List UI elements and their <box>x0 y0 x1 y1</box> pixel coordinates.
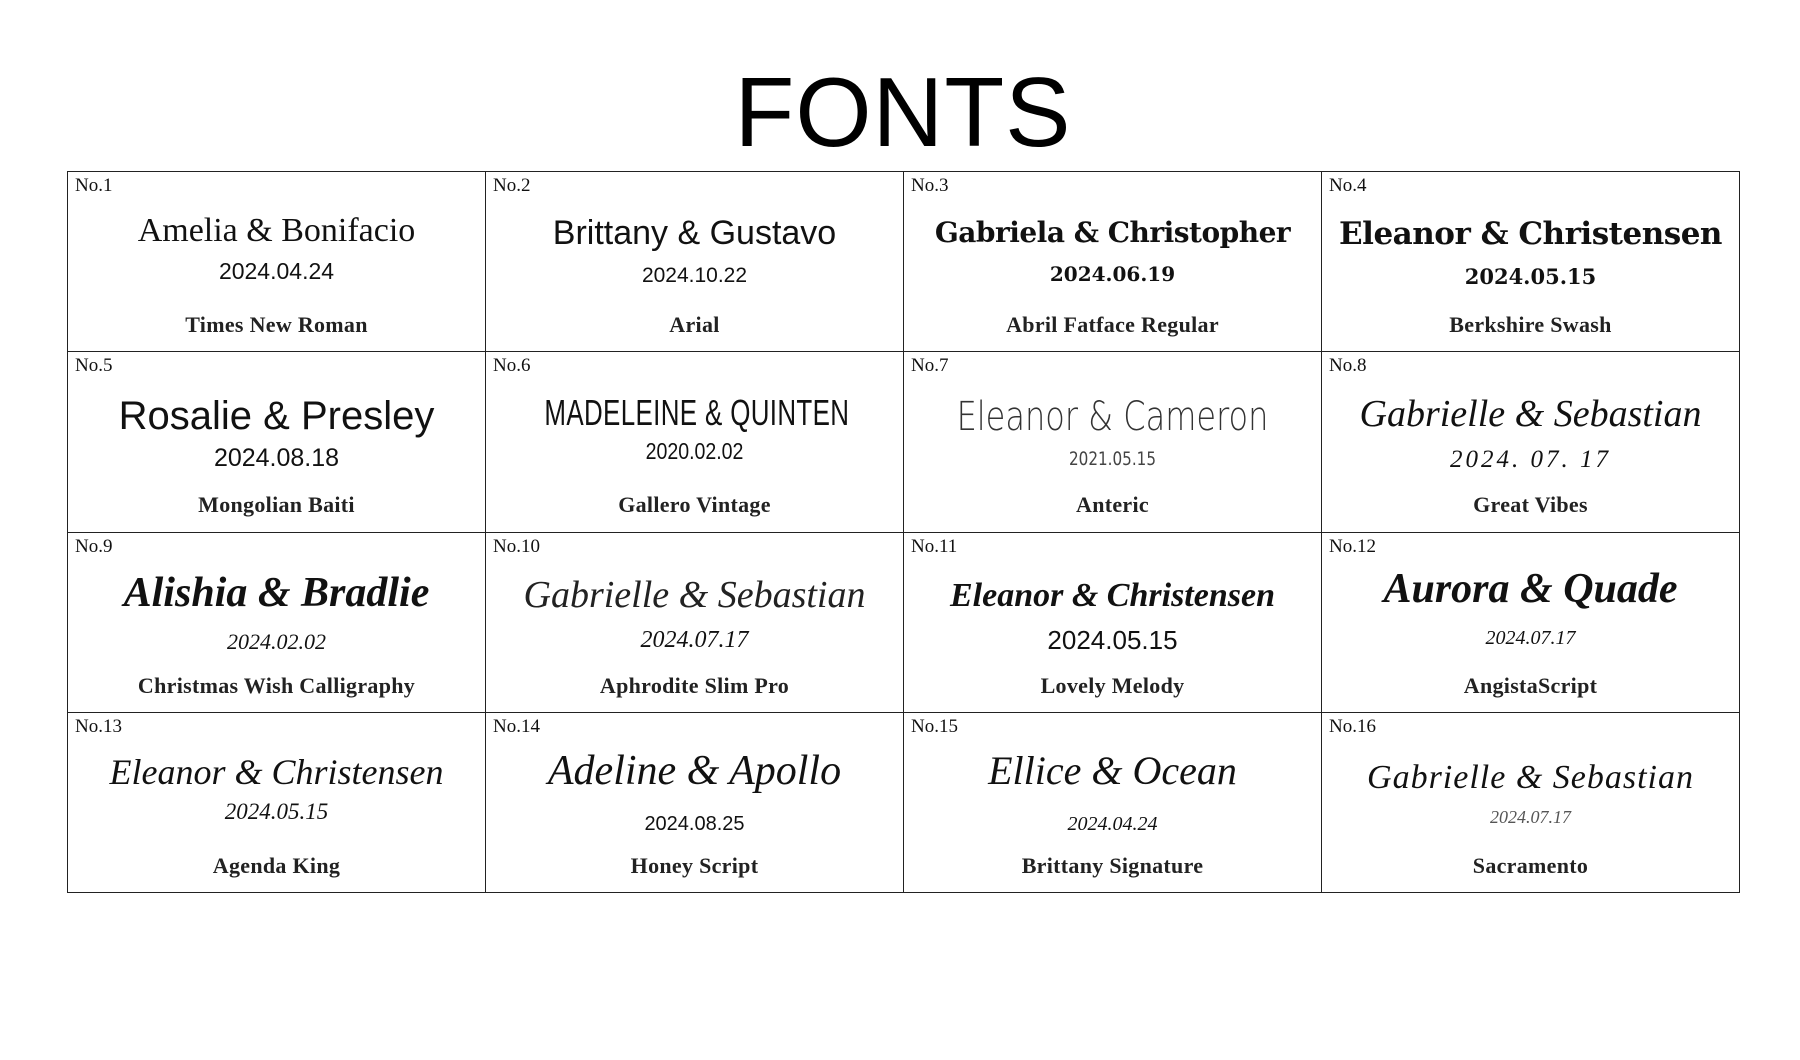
font-name-label: Mongolian Baiti <box>198 492 355 518</box>
sample-number: No.10 <box>493 535 540 557</box>
sample-couple-names: Brittany & Gustavo <box>552 214 837 252</box>
sample-date: 2024.04.24 <box>218 258 335 284</box>
sample-date: 2024.07.17 <box>1490 806 1571 827</box>
font-sample-cell <box>904 713 1322 893</box>
sample-date: 2024.05.15 <box>1047 624 1178 655</box>
font-sample-cell <box>68 713 486 893</box>
font-sample-cell <box>68 352 486 532</box>
sample-couple-names: Gabriela & Christopher <box>934 216 1291 249</box>
font-sample-cell <box>1322 533 1740 713</box>
font-name-label: Aphrodite Slim Pro <box>599 672 790 698</box>
font-sample-cell <box>68 172 486 352</box>
font-name-label: Abril Fatface Regular <box>1006 312 1219 337</box>
font-sample-cell <box>68 533 486 713</box>
font-sample-cell <box>904 352 1322 532</box>
sample-number: No.15 <box>911 715 958 737</box>
sample-number: No.12 <box>1329 535 1376 557</box>
font-sample-grid <box>67 171 1740 893</box>
font-sample-cell <box>1322 713 1740 893</box>
font-name-label: Gallero Vintage <box>618 492 771 518</box>
sample-date: 2021.05.15 <box>1068 448 1157 471</box>
sample-couple-names: Aurora & Quade <box>1383 565 1678 612</box>
font-sample-cell <box>486 533 904 713</box>
sample-couple-names: Alishia & Bradlie <box>123 569 430 616</box>
font-sample-cell <box>1322 172 1740 352</box>
font-name-label: Anteric <box>1076 492 1149 518</box>
sample-number: No.7 <box>911 355 949 377</box>
page-title: FONTS <box>734 57 1072 167</box>
sample-couple-names: Eleanor & Christensen <box>1339 216 1722 252</box>
sample-number: No.14 <box>493 715 540 737</box>
sample-date: 2020.02.02 <box>645 438 744 465</box>
font-name-label: Arial <box>669 312 720 337</box>
sample-number: No.8 <box>1329 355 1367 377</box>
sample-date: 2024.05.15 <box>224 798 329 824</box>
sample-couple-names: Eleanor & Cameron <box>956 394 1269 441</box>
font-name-label: Times New Roman <box>185 312 368 337</box>
sample-couple-names: Gabrielle & Sebastian <box>1367 758 1694 796</box>
sample-date: 2024.04.24 <box>1067 812 1158 835</box>
font-sample-cell <box>1322 352 1740 532</box>
font-sample-cell <box>904 533 1322 713</box>
sample-couple-names: Eleanor & Christensen <box>950 576 1275 614</box>
sample-couple-names: Rosalie & Presley <box>118 394 435 439</box>
sample-date: 2024.07.17 <box>1485 626 1576 649</box>
sample-date: 2024.02.02 <box>227 628 326 654</box>
sample-couple-names: Amelia & Bonifacio <box>137 212 416 249</box>
font-name-label: Great Vibes <box>1473 492 1588 518</box>
sample-date: 2024.07.17 <box>640 626 749 653</box>
font-sample-cell <box>904 172 1322 352</box>
sample-number: No.5 <box>75 355 113 377</box>
sample-number: No.3 <box>911 175 949 196</box>
sample-date: 2024. 07. 17 <box>1450 446 1611 474</box>
sample-number: No.13 <box>75 715 122 737</box>
font-name-label: Agenda King <box>212 852 341 878</box>
sample-couple-names: Gabrielle & Sebastian <box>1359 393 1702 436</box>
sample-number: No.2 <box>493 175 531 196</box>
sample-date: 2024.10.22 <box>641 264 748 287</box>
sample-date: 2024.08.18 <box>213 444 340 473</box>
font-name-label: Brittany Signature <box>1021 852 1204 878</box>
sample-couple-names: MADELEINE & QUINTEN <box>544 392 850 434</box>
font-sample-cell <box>486 352 904 532</box>
font-name-label: Sacramento <box>1472 852 1589 878</box>
font-name-label: Lovely Melody <box>1040 672 1185 698</box>
sample-couple-names: Adeline & Apollo <box>547 747 842 794</box>
sample-number: No.11 <box>911 535 958 557</box>
font-sample-cell <box>486 713 904 893</box>
sample-couple-names: Ellice & Ocean <box>988 747 1237 793</box>
sample-number: No.6 <box>493 355 531 377</box>
font-name-label: Christmas Wish Calligraphy <box>137 672 416 698</box>
sample-date: 2024.08.25 <box>644 812 745 835</box>
font-name-label: AngistaScript <box>1463 672 1598 698</box>
sample-number: No.4 <box>1329 175 1367 196</box>
sample-date: 2024.06.19 <box>1049 262 1176 286</box>
sample-number: No.16 <box>1329 715 1376 737</box>
font-name-label: Honey Script <box>630 852 759 878</box>
sample-couple-names: Gabrielle & Sebastian <box>523 573 866 616</box>
sample-number: No.9 <box>75 535 113 557</box>
font-sample-cell <box>486 172 904 352</box>
sample-number: No.1 <box>75 175 113 196</box>
font-name-label: Berkshire Swash <box>1449 312 1612 337</box>
sample-date: 2024.05.15 <box>1464 264 1597 289</box>
sample-couple-names: Eleanor & Christensen <box>109 751 444 792</box>
